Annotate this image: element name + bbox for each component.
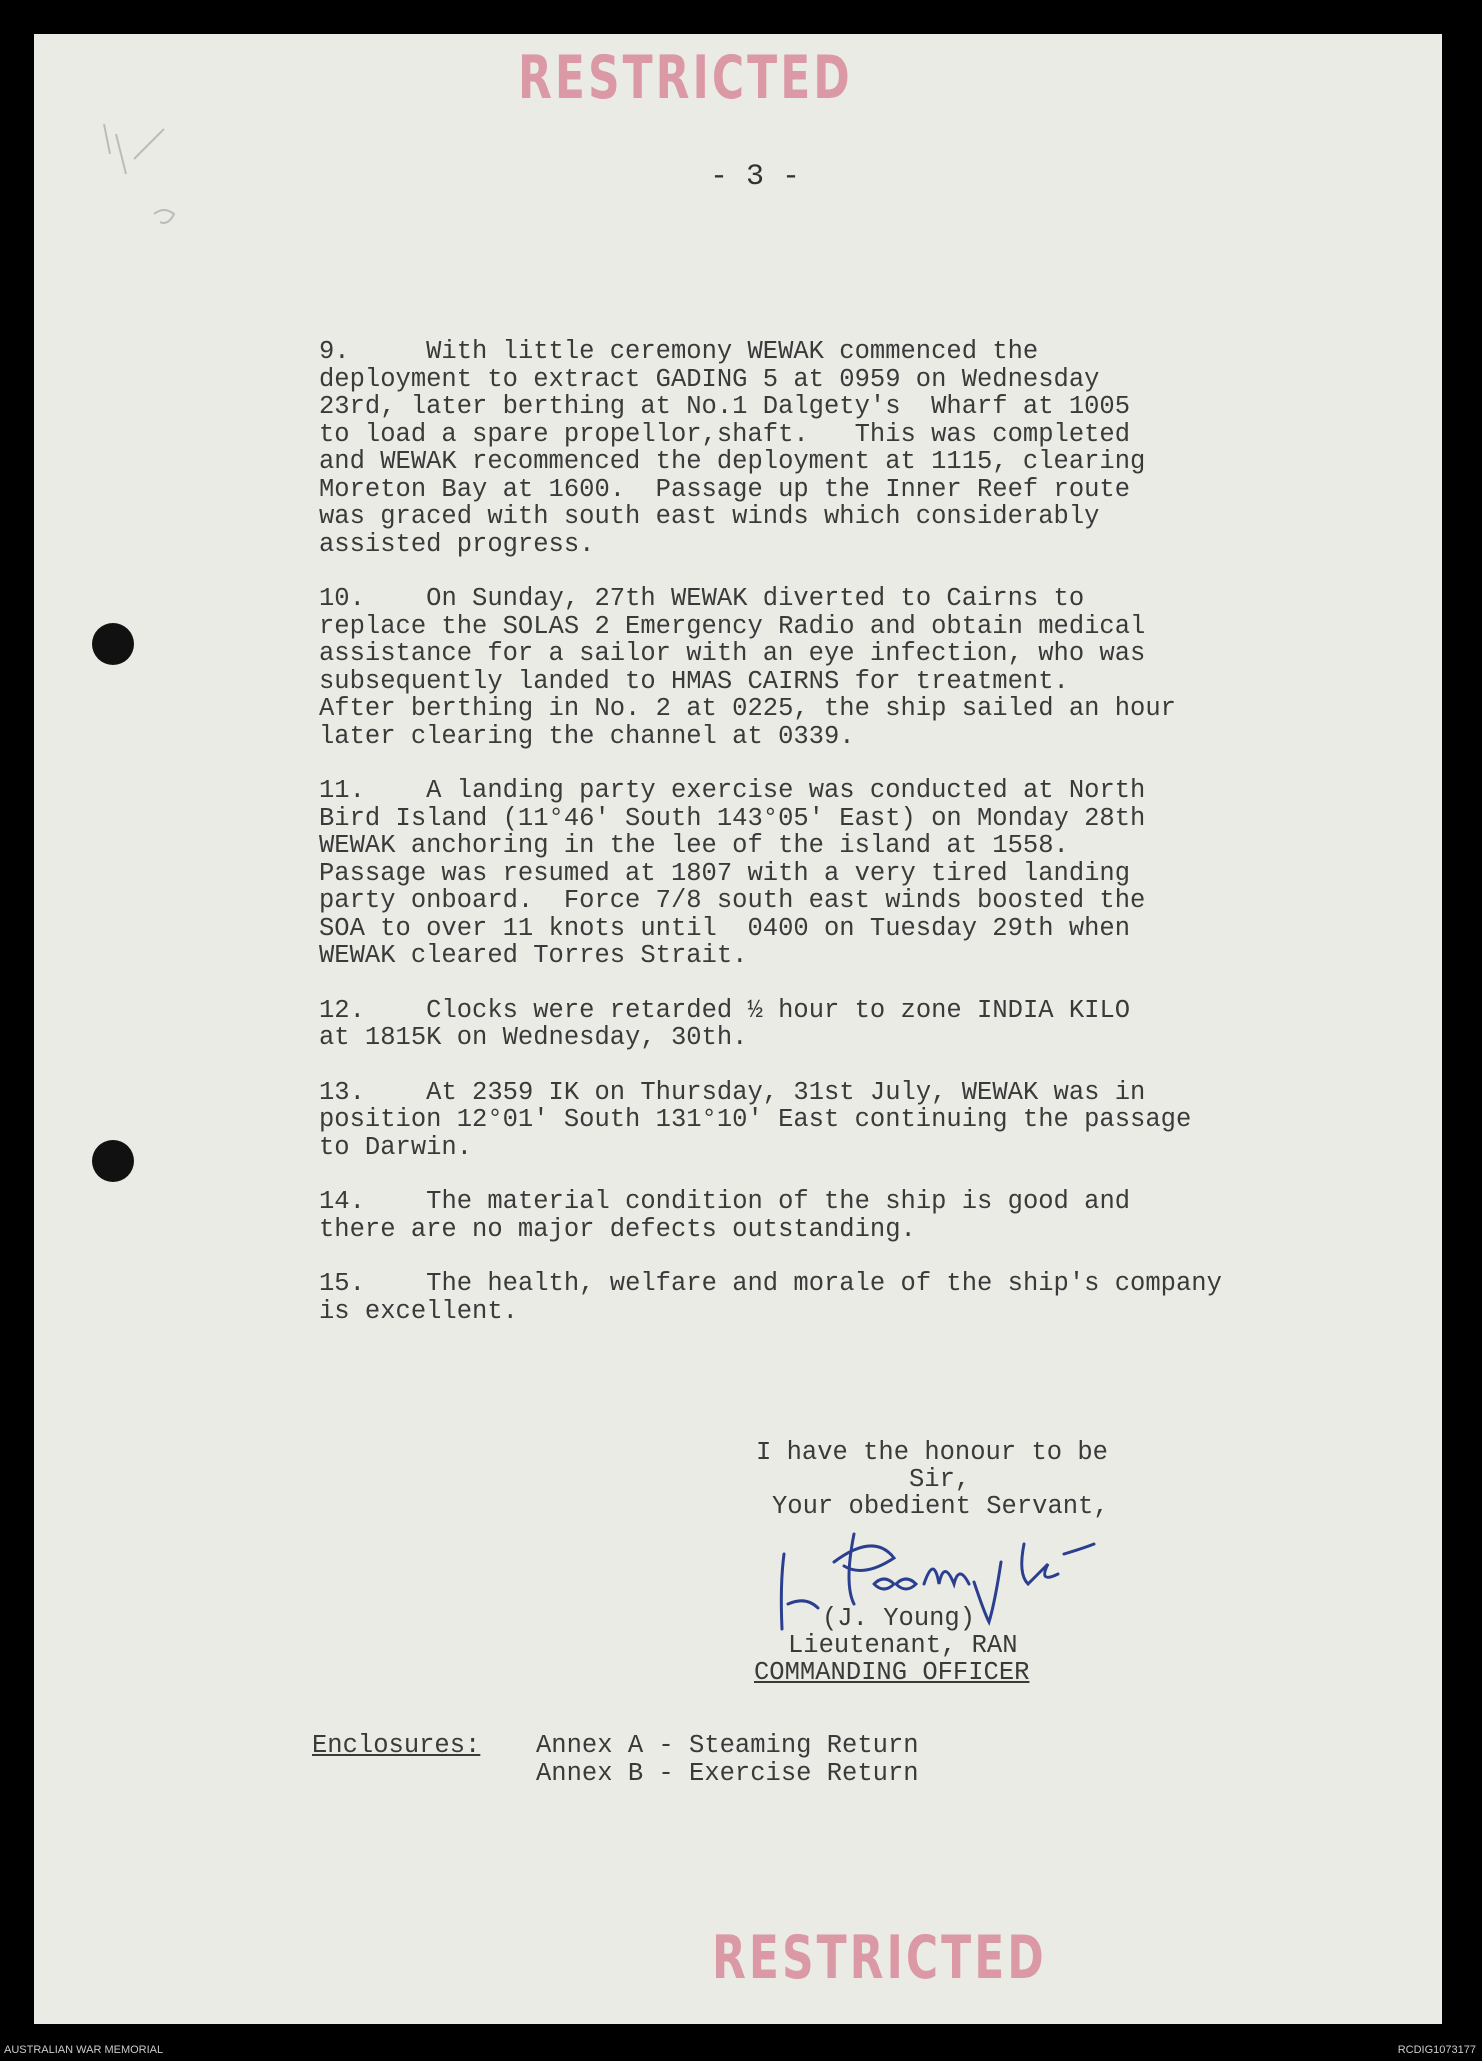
paragraph-text: Clocks were retarded ½ hour to zone INDIA KILO at 1815K on Wednesday, 30th. — [319, 995, 1131, 1052]
paragraph-number: 13. — [319, 1077, 365, 1107]
restricted-stamp-top: RESTRICTED — [518, 44, 853, 113]
punch-hole-top — [92, 623, 134, 665]
enclosure-item: Annex B - Exercise Return — [536, 1759, 919, 1788]
paragraph-15 — [319, 1270, 1359, 1325]
paragraph-text: A landing party exercise was conducted at North Bird Island (11°46' South 143°05' East) on Monday 28th WEWAK anchoring in the lee of the island at 1558. Passage was resumed at 1807 with a very tired landing party onboard. Force 7/8 south east winds boosted the SOA to over 11 knots until 0400 on Tuesday 29th when WEWAK cleared Torres Strait. — [319, 776, 1146, 970]
closing-line-2: Sir, — [909, 1465, 971, 1494]
footer-source: AUSTRALIAN WAR MEMORIAL — [4, 2044, 164, 2056]
footer-id: RCDIG1073177 — [1397, 2044, 1476, 2056]
signatory-name: (J. Young) — [822, 1604, 976, 1633]
paragraph-number: 15. — [319, 1269, 365, 1298]
paragraph-12 — [319, 997, 1359, 1052]
paragraph-number: 10. — [319, 584, 365, 613]
letter-body — [319, 338, 1359, 1352]
paragraph-9 — [319, 338, 1359, 558]
paragraph-text: The material condition of the ship is good and there are no major defects outstanding. — [319, 1187, 1131, 1244]
pencil-mark — [64, 74, 204, 279]
paragraph-number: 14. — [319, 1187, 365, 1216]
restricted-stamp-bottom: RESTRICTED — [712, 1924, 1047, 1993]
handwritten-signature — [774, 1514, 1214, 1659]
paragraph-number: 11. — [319, 776, 365, 805]
paragraph-number: 12. — [319, 995, 365, 1025]
paragraph-text: With little ceremony WEWAK commenced the deployment to extract GADING 5 at 0959 on Wednesday 23rd, later berthing at No.1 Dalgety's Wharf at 1005 to load a spare propellor,shaft. This was completed and WEWAK recommenced the deployment at 1115, clearing Moreton Bay at 1600. Passage up the Inner Reef route was graced with south east winds which considerably assisted progress. — [319, 337, 1146, 559]
paragraph-13 — [319, 1079, 1359, 1162]
punch-hole-bottom — [92, 1140, 134, 1182]
paragraph-10 — [319, 585, 1359, 750]
paragraph-14 — [319, 1188, 1359, 1243]
closing-line-3: Your obedient Servant, — [772, 1492, 1109, 1521]
document-page — [34, 34, 1442, 2024]
page-number: - 3 - — [710, 160, 801, 194]
enclosures-label: Enclosures: — [312, 1731, 481, 1760]
enclosure-item: Annex A - Steaming Return — [536, 1731, 919, 1760]
closing-line-1: I have the honour to be — [756, 1438, 1108, 1467]
signatory-title: COMMANDING OFFICER — [754, 1658, 1030, 1687]
paragraph-number: 9. — [319, 337, 350, 366]
paragraph-11 — [319, 777, 1359, 970]
paragraph-text: The health, welfare and morale of the ship's company is excellent. — [319, 1269, 1222, 1326]
paragraph-text: On Sunday, 27th WEWAK diverted to Cairns to replace the SOLAS 2 Emergency Radio and obtain medical assistance for a sailor with an eye infection, who was subsequently landed to HMAS CAIRNS for treatment. After berthing in No. 2 at 0225, the ship sailed an hour later clearing the channel at 0339. — [319, 584, 1176, 751]
paragraph-text: At 2359 IK on Thursday, 31st July, WEWAK was in position 12°01' South 131°10' East continuing the passage to Darwin. — [319, 1077, 1192, 1162]
signatory-rank: Lieutenant, RAN — [788, 1631, 1018, 1660]
